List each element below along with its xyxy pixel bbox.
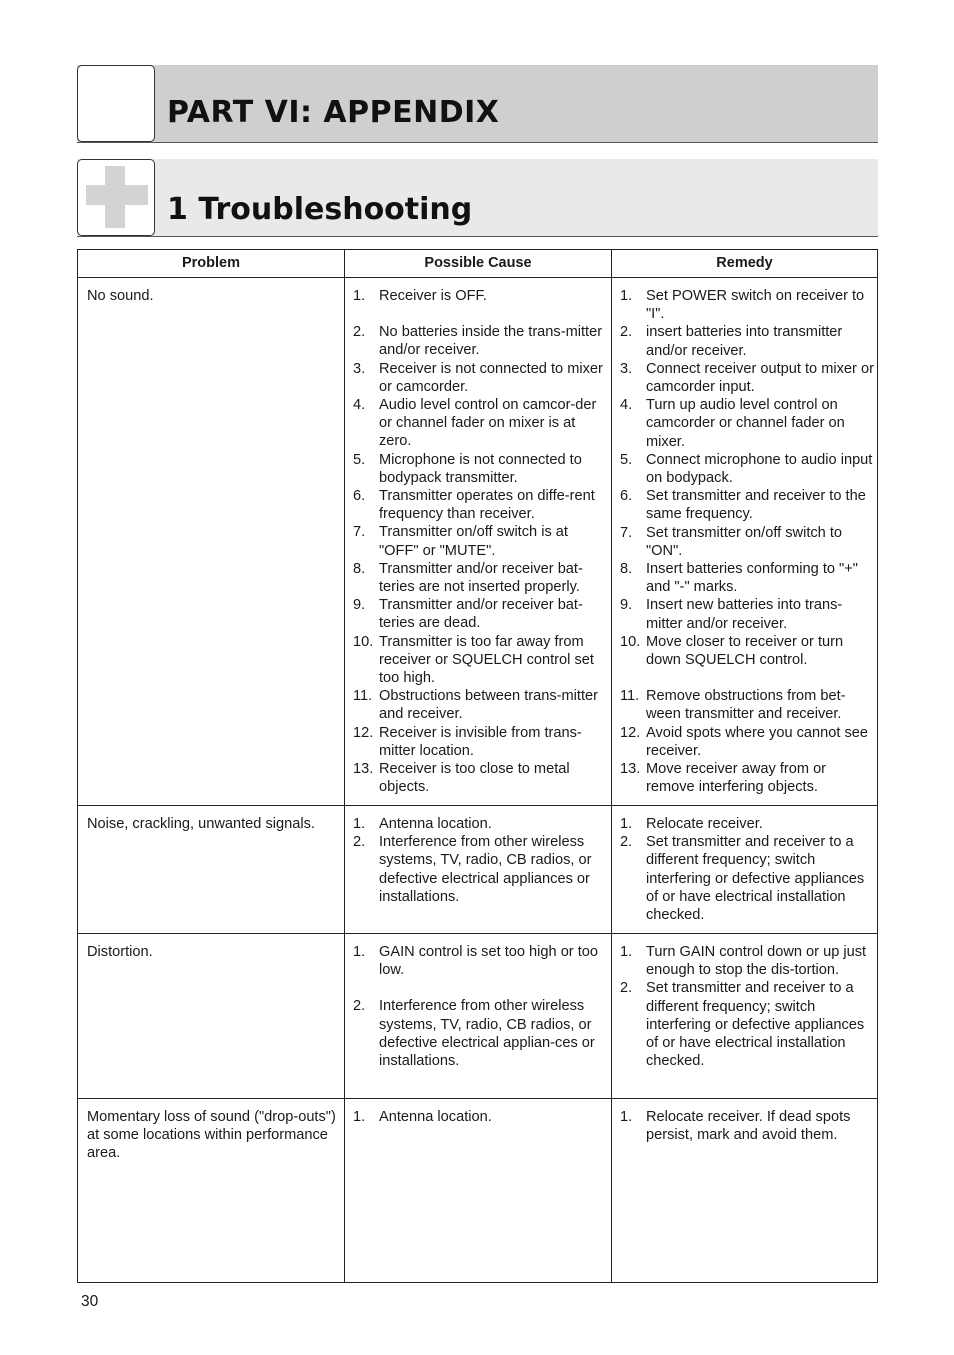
table-row [78, 1099, 878, 1283]
remedy-list [620, 815, 875, 924]
cause-number: 13. [353, 761, 374, 778]
cause-number: 2. [353, 998, 366, 1015]
cause-item [353, 487, 609, 523]
cause-number: 1. [353, 816, 366, 832]
remedy-text: Turn GAIN control down or up just enough to stop the dis-tortion. [646, 944, 867, 979]
cause-item [353, 815, 609, 833]
remedy-item [620, 487, 875, 523]
header-problem: Problem [78, 250, 345, 278]
remedy-text: Move closer to receiver or turn down SQUELCH control. [646, 633, 844, 669]
cause-number: 9. [353, 597, 366, 614]
remedy-item [620, 633, 875, 669]
cause-item [353, 997, 609, 1070]
cause-number: 11. [353, 688, 373, 705]
remedy-number: 12. [620, 724, 641, 741]
remedy-text: Set transmitter and receiver to a different frequency; switch interfering or defective appliances of or have electrical installation checked. [646, 980, 865, 1070]
remedy-item [620, 360, 875, 396]
part-title: PART VI: APPENDIX [167, 95, 500, 130]
remedy-number: 2. [620, 980, 633, 997]
cause-cell [345, 934, 612, 1099]
remedy-item [620, 396, 875, 451]
table-row [78, 278, 878, 806]
cause-cell [345, 1099, 612, 1283]
cause-item [353, 323, 609, 359]
remedy-text: Relocate receiver. [646, 816, 763, 832]
remedy-item [620, 760, 875, 796]
problem-cell: No sound. [78, 278, 345, 806]
remedy-item [620, 833, 875, 924]
cause-number: 1. [353, 288, 366, 304]
cause-cell [345, 278, 612, 806]
cause-text: GAIN control is set too high or too low. [379, 944, 599, 979]
remedy-number: 2. [620, 324, 633, 341]
remedy-item [620, 943, 875, 979]
remedy-number: 6. [620, 488, 633, 505]
cause-number: 4. [353, 397, 366, 414]
cause-text: Obstructions between trans-mitter and receiver. [379, 688, 598, 723]
cause-number: 1. [353, 944, 366, 960]
header-possible-cause: Possible Cause [345, 250, 612, 278]
cause-text: Transmitter and/or receiver bat-teries are dead. [379, 597, 583, 632]
table-row [78, 806, 878, 934]
remedy-item [620, 687, 875, 723]
remedy-number: 1. [620, 816, 633, 832]
remedy-cell [612, 1099, 878, 1283]
remedy-item [620, 1108, 875, 1144]
cause-item [353, 633, 609, 688]
remedy-text: Set transmitter on/off switch to "ON". [646, 524, 843, 559]
cause-item [353, 1108, 609, 1126]
cause-item [353, 724, 609, 760]
page-number: 30 [81, 1293, 99, 1310]
section-title: 1 Troubleshooting [167, 192, 473, 227]
cause-text: Antenna location. [379, 816, 492, 832]
cause-text: Transmitter is too far away from receiver or SQUELCH control set too high. [379, 633, 594, 687]
remedy-number: 5. [620, 451, 633, 468]
remedy-number: 3. [620, 360, 633, 377]
problem-cell: Distortion. [78, 934, 345, 1099]
cause-item [353, 760, 609, 796]
remedy-item [620, 524, 875, 560]
cause-text: Audio level control on camcor-der or channel fader on mixer is at zero. [379, 397, 597, 450]
cause-text: Transmitter on/off switch is at "OFF" or "MUTE". [379, 524, 568, 559]
remedy-text: Set transmitter and receiver to the same frequency. [646, 488, 866, 523]
cause-item [353, 451, 609, 487]
remedy-number: 9. [620, 597, 633, 614]
remedy-text: Remove obstructions from bet-ween transmitter and receiver. [646, 688, 846, 723]
remedy-text: insert batteries into transmitter and/or receiver. [646, 324, 843, 359]
table-header-row [78, 250, 878, 278]
cause-item [353, 687, 609, 723]
problem-cell: Momentary loss of sound ("drop-outs") at some locations within performance area. [78, 1099, 345, 1283]
part-tab [77, 65, 155, 142]
cause-item [353, 396, 609, 451]
table-row [78, 934, 878, 1099]
remedy-text: Avoid spots where you cannot see receiver. [646, 724, 869, 759]
cause-item [353, 833, 609, 906]
cause-number: 5. [353, 451, 366, 468]
cause-text: Transmitter operates on diffe-rent frequency than receiver. [379, 488, 595, 523]
cause-text: Transmitter and/or receiver bat-teries are not inserted properly. [379, 560, 583, 596]
cause-text: Receiver is not connected to mixer or camcorder. [379, 360, 603, 395]
cause-item [353, 360, 609, 396]
remedy-text: Insert new batteries into trans-mitter and/or receiver. [646, 597, 843, 632]
cause-item [353, 596, 609, 632]
header-remedy: Remedy [612, 250, 878, 278]
remedy-number: 4. [620, 397, 633, 414]
remedy-item [620, 323, 875, 359]
remedy-text: Relocate receiver. If dead spots persist, mark and avoid them. [646, 1109, 851, 1144]
cause-cell [345, 806, 612, 934]
remedy-text: Set POWER switch on receiver to "I". [646, 288, 865, 323]
remedy-number: 1. [620, 944, 633, 960]
remedy-text: Connect microphone to audio input on bodypack. [646, 451, 873, 487]
cause-text: No batteries inside the trans-mitter and/or receiver. [379, 324, 603, 359]
cause-number: 2. [353, 834, 366, 851]
remedy-number: 13. [620, 761, 641, 778]
remedy-list [620, 1108, 875, 1144]
section-header-band [77, 159, 878, 237]
remedy-number: 7. [620, 524, 633, 541]
cause-text: Receiver is invisible from trans-mitter location. [379, 724, 582, 759]
cause-text: Microphone is not connected to bodypack transmitter. [379, 451, 582, 486]
remedy-text: Move receiver away from or remove interfering objects. [646, 761, 827, 796]
cause-list [353, 1108, 609, 1126]
remedy-list [620, 287, 875, 796]
cause-number: 2. [353, 324, 366, 341]
cause-item [353, 943, 609, 979]
cause-number: 10. [353, 633, 374, 650]
remedy-number: 2. [620, 834, 633, 851]
cause-text: Receiver is OFF. [379, 288, 487, 304]
remedy-text: Insert batteries conforming to "+" and "-" marks. [646, 561, 858, 596]
troubleshooting-table [77, 249, 878, 1283]
remedy-number: 11. [620, 688, 640, 705]
remedy-text: Connect receiver output to mixer or camcorder input. [646, 360, 874, 396]
remedy-item [620, 560, 875, 596]
cause-number: 12. [353, 724, 374, 741]
remedy-list [620, 943, 875, 1070]
cause-item [353, 523, 609, 559]
remedy-cell [612, 806, 878, 934]
cause-text: Receiver is too close to metal objects. [379, 761, 570, 796]
cause-text: Antenna location. [379, 1109, 492, 1125]
remedy-cell [612, 934, 878, 1099]
remedy-item [620, 287, 875, 323]
remedy-item [620, 979, 875, 1070]
cause-number: 3. [353, 360, 366, 377]
remedy-item [620, 596, 875, 632]
cause-number: 1. [353, 1109, 366, 1125]
remedy-text: Set transmitter and receiver to a different frequency; switch interfering or defective appliances of or have electrical installation checked. [646, 834, 865, 924]
cause-text: Interference from other wireless systems, TV, radio, CB radios, or defective electrical applian-ces or installations. [379, 998, 595, 1070]
remedy-item [620, 451, 875, 487]
cause-number: 7. [353, 524, 366, 541]
remedy-number: 1. [620, 1109, 633, 1125]
cause-list [353, 815, 609, 906]
remedy-cell [612, 278, 878, 806]
remedy-number: 1. [620, 288, 633, 304]
cause-number: 6. [353, 488, 366, 505]
cause-text: Interference from other wireless systems, TV, radio, CB radios, or defective electrical appliances or installations. [379, 834, 592, 905]
remedy-number: 10. [620, 633, 641, 650]
remedy-text: Turn up audio level control on camcorder or channel fader on mixer. [646, 397, 845, 450]
remedy-item [620, 815, 875, 833]
cause-list [353, 287, 609, 796]
problem-cell: Noise, crackling, unwanted signals. [78, 806, 345, 934]
remedy-item [620, 724, 875, 760]
remedy-number: 8. [620, 561, 633, 578]
cause-item [353, 287, 609, 305]
cause-list [353, 943, 609, 1070]
part-header-band [77, 65, 878, 143]
section-tab [77, 159, 155, 236]
cause-item [353, 560, 609, 596]
cause-number: 8. [353, 560, 366, 577]
